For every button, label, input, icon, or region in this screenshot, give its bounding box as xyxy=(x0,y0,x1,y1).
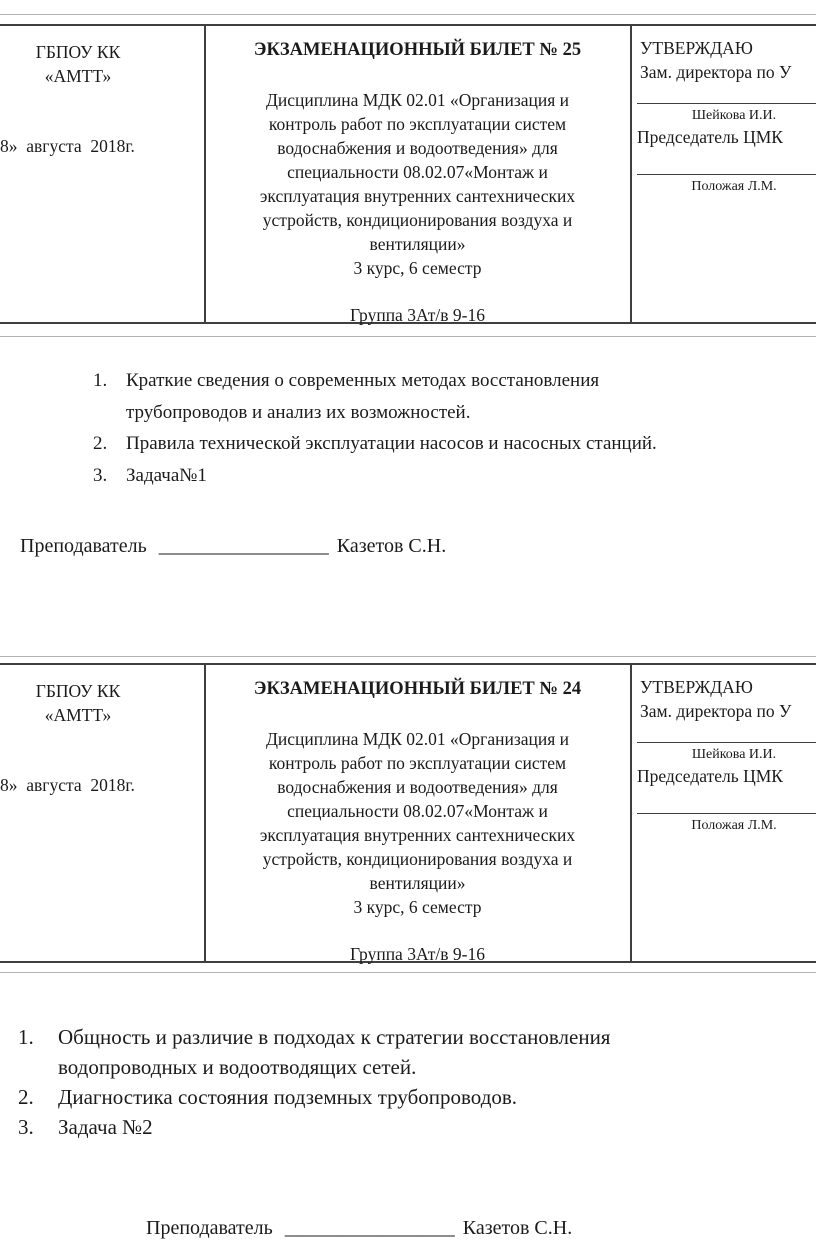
chair-name: Положая Л.М. xyxy=(691,818,777,833)
exam-ticket-24-table xyxy=(0,663,816,963)
question-text-line: водопроводных и водоотводящих сетей. xyxy=(58,1055,417,1079)
approver-name: Шейкова И.И. xyxy=(691,108,777,123)
question-item xyxy=(18,1082,610,1112)
signature-line xyxy=(637,813,816,814)
question-text-line: Краткие сведения о современных методах восстановления xyxy=(126,370,600,391)
org-name-line1: ГБПОУ КК xyxy=(35,42,121,62)
discipline-line: устройств, кондиционирования воздуха и xyxy=(262,210,573,230)
group-line: Группа 3Ат/в 9-16 xyxy=(350,944,485,964)
signature-line xyxy=(637,742,816,743)
question-text xyxy=(58,1082,517,1112)
org-name-line2: «АМТТ» xyxy=(44,66,112,86)
discipline-line: специальности 08.02.07«Монтаж и xyxy=(287,162,548,182)
teacher-signature-row xyxy=(126,1194,572,1246)
discipline-paragraph xyxy=(205,727,630,919)
signature-blank: _________________ xyxy=(284,1217,455,1239)
question-item xyxy=(93,365,657,428)
teacher-name: Казетов С.Н. xyxy=(462,1217,573,1239)
table-column-divider xyxy=(630,665,632,961)
question-number: 3. xyxy=(93,464,108,486)
question-number: 3. xyxy=(18,1115,34,1139)
org-cell xyxy=(0,40,206,88)
discipline-line: контроль работ по эксплуатации систем xyxy=(268,114,567,134)
org-name-line2: «АМТТ» xyxy=(44,705,112,725)
question-number: 1. xyxy=(93,370,108,391)
discipline-line: контроль работ по эксплуатации систем xyxy=(268,753,567,773)
approver-role: Зам. директора по У xyxy=(640,62,792,82)
discipline-line: вентиляции» xyxy=(369,873,466,893)
question-text-line: Задача№1 xyxy=(126,464,207,486)
discipline-line: Дисциплина МДК 02.01 «Организация и xyxy=(265,729,570,749)
question-item xyxy=(18,1112,610,1142)
question-number: 1. xyxy=(18,1025,34,1049)
question-text xyxy=(126,428,657,460)
discipline-paragraph xyxy=(205,88,630,280)
ticket-title: ЭКЗАМЕНАЦИОННЫЙ БИЛЕТ № 25 xyxy=(253,40,582,60)
questions-list-ticket-24 xyxy=(18,1022,610,1142)
chair-role: Председатель ЦМК xyxy=(637,127,783,147)
question-text xyxy=(58,1022,610,1082)
signature-line xyxy=(637,103,816,104)
question-text-line: Общность и различие в подходах к стратегии восстановления xyxy=(58,1025,611,1049)
question-text-line: трубопроводов и анализ их возможностей. xyxy=(126,401,471,423)
teacher-label: Преподаватель xyxy=(146,1217,273,1239)
discipline-line: Дисциплина МДК 02.01 «Организация и xyxy=(265,90,570,110)
discipline-line: 3 курс, 6 семестр xyxy=(353,258,482,278)
teacher-name: Казетов С.Н. xyxy=(336,535,447,557)
chair-name: Положая Л.М. xyxy=(691,179,777,194)
approver-role: Зам. директора по У xyxy=(640,701,792,721)
discipline-line: водоснабжения и водоотведения» для xyxy=(277,138,558,158)
signature-blank: _________________ xyxy=(158,535,329,557)
approve-label: УТВЕРЖДАЮ xyxy=(640,38,753,58)
discipline-line: эксплуатация внутренних сантехнических xyxy=(259,825,576,845)
signature-line xyxy=(637,174,816,175)
approver-name: Шейкова И.И. xyxy=(691,747,777,762)
org-name-line1: ГБПОУ КК xyxy=(35,681,121,701)
separator-line xyxy=(0,972,816,973)
separator-line xyxy=(0,336,816,337)
teacher-signature-row xyxy=(0,512,446,581)
question-text xyxy=(126,365,599,428)
question-number: 2. xyxy=(18,1085,34,1109)
question-text xyxy=(126,460,207,492)
question-text-line: Задача №2 xyxy=(58,1115,153,1139)
discipline-line: специальности 08.02.07«Монтаж и xyxy=(287,801,548,821)
org-cell xyxy=(0,679,206,727)
exam-ticket-25-table xyxy=(0,24,816,324)
date-line: 8» августа 2018г. xyxy=(0,775,135,795)
separator-line-top xyxy=(0,14,816,15)
group-line: Группа 3Ат/в 9-16 xyxy=(350,305,485,325)
discipline-line: эксплуатация внутренних сантехнических xyxy=(259,186,576,206)
ticket-title: ЭКЗАМЕНАЦИОННЫЙ БИЛЕТ № 24 xyxy=(253,679,582,699)
discipline-line: 3 курс, 6 семестр xyxy=(353,897,482,917)
discipline-line: водоснабжения и водоотведения» для xyxy=(277,777,558,797)
separator-line xyxy=(0,656,816,657)
questions-list-ticket-25 xyxy=(93,365,657,491)
question-text-line: Правила технической эксплуатации насосов и насосных станций. xyxy=(126,433,657,454)
question-item xyxy=(93,428,657,460)
discipline-line: вентиляции» xyxy=(369,234,466,254)
question-number: 2. xyxy=(93,433,108,454)
question-item xyxy=(93,460,657,492)
discipline-line: устройств, кондиционирования воздуха и xyxy=(262,849,573,869)
teacher-label: Преподаватель xyxy=(20,535,147,557)
chair-role: Председатель ЦМК xyxy=(637,766,783,786)
approve-label: УТВЕРЖДАЮ xyxy=(640,677,753,697)
table-column-divider xyxy=(630,26,632,322)
question-item xyxy=(18,1022,610,1082)
question-text xyxy=(58,1112,153,1142)
question-text-line: Диагностика состояния подземных трубопроводов. xyxy=(58,1085,518,1109)
date-line: 8» августа 2018г. xyxy=(0,136,135,156)
